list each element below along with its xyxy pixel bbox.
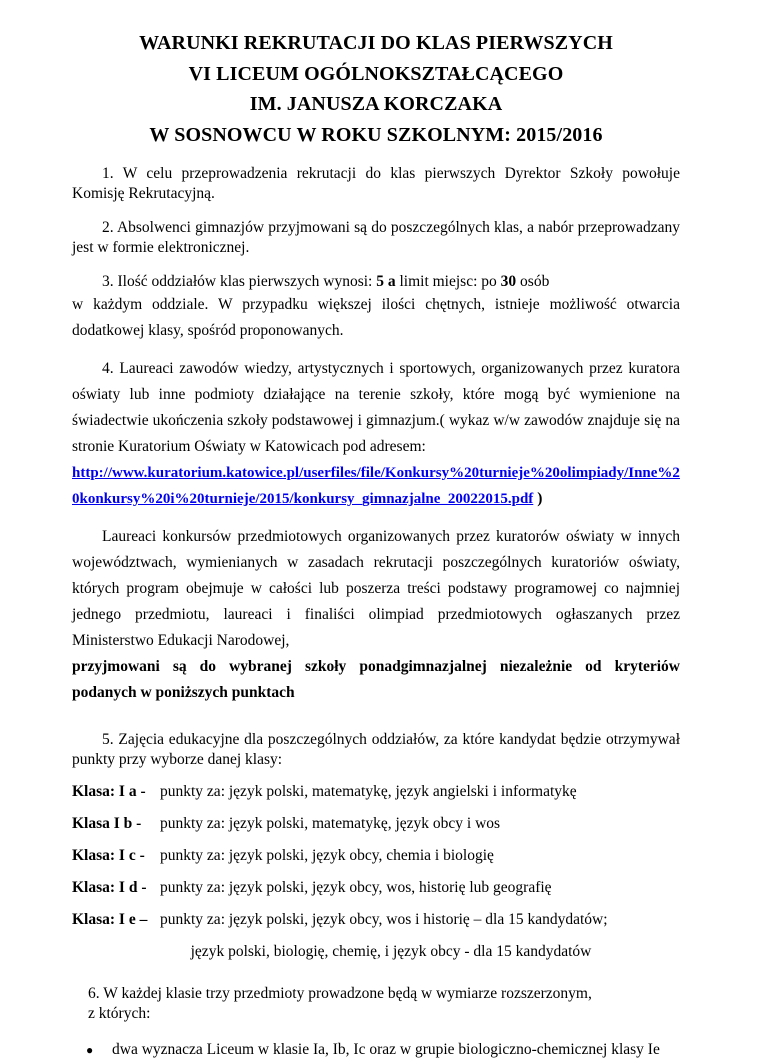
class-row-ib	[72, 814, 680, 834]
section-6-line-1: 6. W każdej klasie trzy przedmioty prowadzone będą w wymiarze rozszerzonym,	[88, 985, 592, 1002]
class-label: Klasa: I a -	[72, 783, 146, 800]
bullet-dot-icon: ●	[86, 1043, 94, 1057]
section-3-line-1	[72, 272, 680, 292]
document-page	[72, 28, 680, 1060]
section-6-line-2: z których:	[88, 1005, 151, 1022]
title-line-1: WARUNKI REKRUTACJI DO KLAS PIERWSZYCH	[139, 32, 613, 54]
section-1-paragraph: 1. W celu przeprowadzenia rekrutacji do klas pierwszych Dyrektor Szkoły powołuje Komisję Rekrutacyjną.	[72, 165, 680, 202]
class-row-ic	[72, 846, 680, 866]
class-desc: punkty za: język polski, język obcy, chemia i biologię	[160, 847, 494, 864]
section-3-suffix: osób	[516, 273, 550, 290]
class-row-ia	[72, 782, 680, 802]
section-3-count: 5 a	[376, 273, 396, 290]
class-row-id	[72, 878, 680, 898]
section-3-middle: limit miejsc: po	[395, 273, 501, 290]
bullet-text: dwa wyznacza Liceum w klasie Ia, Ib, Ic oraz w grupie biologiczno-chemicznej klasy Ie	[112, 1041, 660, 1058]
laureates-bold-line-2: podanych w poniższych punktach	[72, 684, 295, 701]
section-2-paragraph: 2. Absolwenci gimnazjów przyjmowani są do poszczególnych klas, a nabór przeprowadzany jest w formie elektronicznej.	[72, 219, 680, 256]
class-ie-continuation: język polski, biologię, chemię, i język obcy - dla 15 kandydatów	[190, 943, 592, 960]
class-desc: punkty za: język polski, język obcy, wos, historię lub geografię	[160, 879, 552, 896]
class-desc: punkty za: język polski, matematykę, język angielski i informatykę	[160, 783, 577, 800]
class-list	[72, 782, 680, 962]
class-label: Klasa: I e –	[72, 911, 148, 928]
bullet-item	[72, 1040, 680, 1060]
document-header	[72, 28, 680, 150]
section-4-text: 4. Laureaci zawodów wiedzy, artystycznych i sportowych, organizowanych przez kuratora oświaty lub inne podmioty działające na terenie szkoły, które mogą być wymienione na świadectwie ukończenia szkoły podstawowej i gimnazjum.( wykaz w/w zawodów znajduje się na stronie Kuratorium Oświaty w Katowicach pod adresem:	[72, 360, 680, 455]
section-4-close: )	[533, 490, 543, 507]
class-label: Klasa: I d -	[72, 879, 147, 896]
laureates-section	[72, 524, 680, 706]
class-desc: punkty za: język polski, język obcy, wos i historię – dla 15 kandydatów;	[160, 911, 608, 928]
title-line-3: IM. JANUSZA KORCZAKA	[249, 93, 503, 115]
section-6	[72, 984, 680, 1024]
kuratorium-link[interactable]: http://www.kuratorium.katowice.pl/userfiles/file/Konkursy%20turnieje%20olimpiady/Inne%20konkursy%20i%20turnieje/2015/konkursy_gimnazjalne_20022015.pdf	[72, 465, 680, 507]
section-4-link-line	[72, 460, 680, 512]
section-5-paragraph: 5. Zajęcia edukacyjne dla poszczególnych oddziałów, za które kandydat będzie otrzymywał punkty przy wyborze danej klasy:	[72, 731, 680, 768]
section-3-limit: 30	[500, 273, 517, 290]
section-3-prefix: 3. Ilość oddziałów klas pierwszych wynosi:	[102, 273, 377, 290]
section-3	[72, 272, 680, 344]
title-line-4: W SOSNOWCU W ROKU SZKOLNYM: 2015/2016	[149, 123, 603, 146]
section-4	[72, 356, 680, 512]
section-3-line-2: w każdym oddziale. W przypadku większej ilości chętnych, istnieje możliwość otwarcia dodatkowej klasy, spośród proponowanych.	[72, 296, 680, 339]
title-line-2: VI LICEUM OGÓLNOKSZTAŁCĄCEGO	[188, 62, 564, 85]
class-label: Klasa I b -	[72, 815, 142, 832]
class-label: Klasa: I c -	[72, 847, 145, 864]
class-row-ie	[72, 910, 680, 930]
laureates-bold-line-1: przyjmowani są do wybranej szkoły ponadgimnazjalnej niezależnie od kryteriów	[72, 658, 680, 675]
laureates-text: Laureaci konkursów przedmiotowych organizowanych przez kuratorów oświaty w innych województwach, wymienianych w zasadach rekrutacji poszczególnych kuratoriów oświaty, których program obejmuje w całości lub poszerza treści podstawy programowej co najmniej jednego przedmiotu, laureaci i finaliści olimpiad przedmiotowych ogłaszanych przez Ministerstwo Edukacji Narodowej,	[72, 528, 680, 649]
class-desc: punkty za: język polski, matematykę, język obcy i wos	[160, 815, 501, 832]
